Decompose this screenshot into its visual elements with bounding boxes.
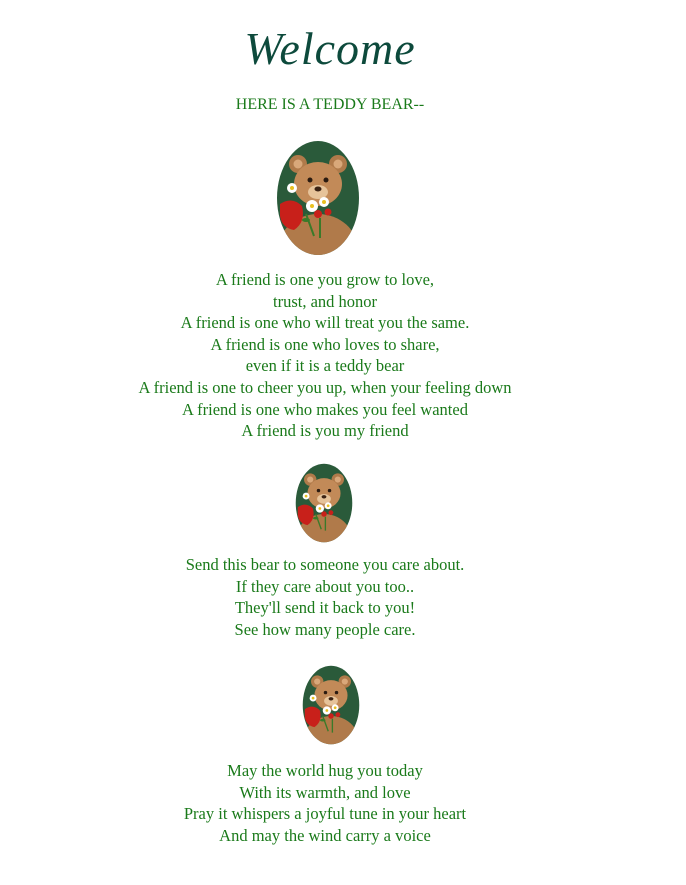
page-title: Welcome: [244, 23, 416, 74]
teddy-bear-icon: [276, 140, 360, 256]
verse-line: And may the wind carry a voice: [219, 825, 431, 845]
verse-line: A friend is one who will treat you the same.: [180, 313, 470, 333]
verse-line: A friend is you my friend: [241, 421, 409, 441]
verse-line: May the world hug you today: [227, 761, 423, 780]
verse-line: Send this bear to someone you care about.: [185, 555, 465, 574]
teddy-bear-icon: [301, 665, 361, 745]
page-subtitle: HERE IS A TEDDY BEAR--: [235, 96, 425, 113]
verse-line: See how many people care.: [234, 619, 416, 639]
world-hug-verse: [0, 760, 650, 846]
verse-line: trust, and honor: [272, 291, 378, 311]
verse-line: If they care about you too..: [235, 576, 415, 596]
verse-line: A friend is one you grow to love,: [215, 270, 435, 289]
teddy-bear-icon: [295, 463, 353, 543]
verse-line: With its warmth, and love: [239, 782, 411, 802]
send-bear-verse: [0, 554, 650, 640]
verse-line: They'll send it back to you!: [234, 598, 416, 618]
verse-line: even if it is a teddy bear: [245, 356, 405, 376]
friendship-verse: [0, 269, 650, 442]
verse-line: A friend is one who loves to share,: [210, 334, 440, 354]
verse-line: A friend is one who makes you feel wanted: [182, 399, 468, 419]
verse-line: Pray it whispers a joyful tune in your heart: [183, 804, 467, 824]
verse-line: A friend is one to cheer you up, when your feeling down: [138, 377, 512, 397]
